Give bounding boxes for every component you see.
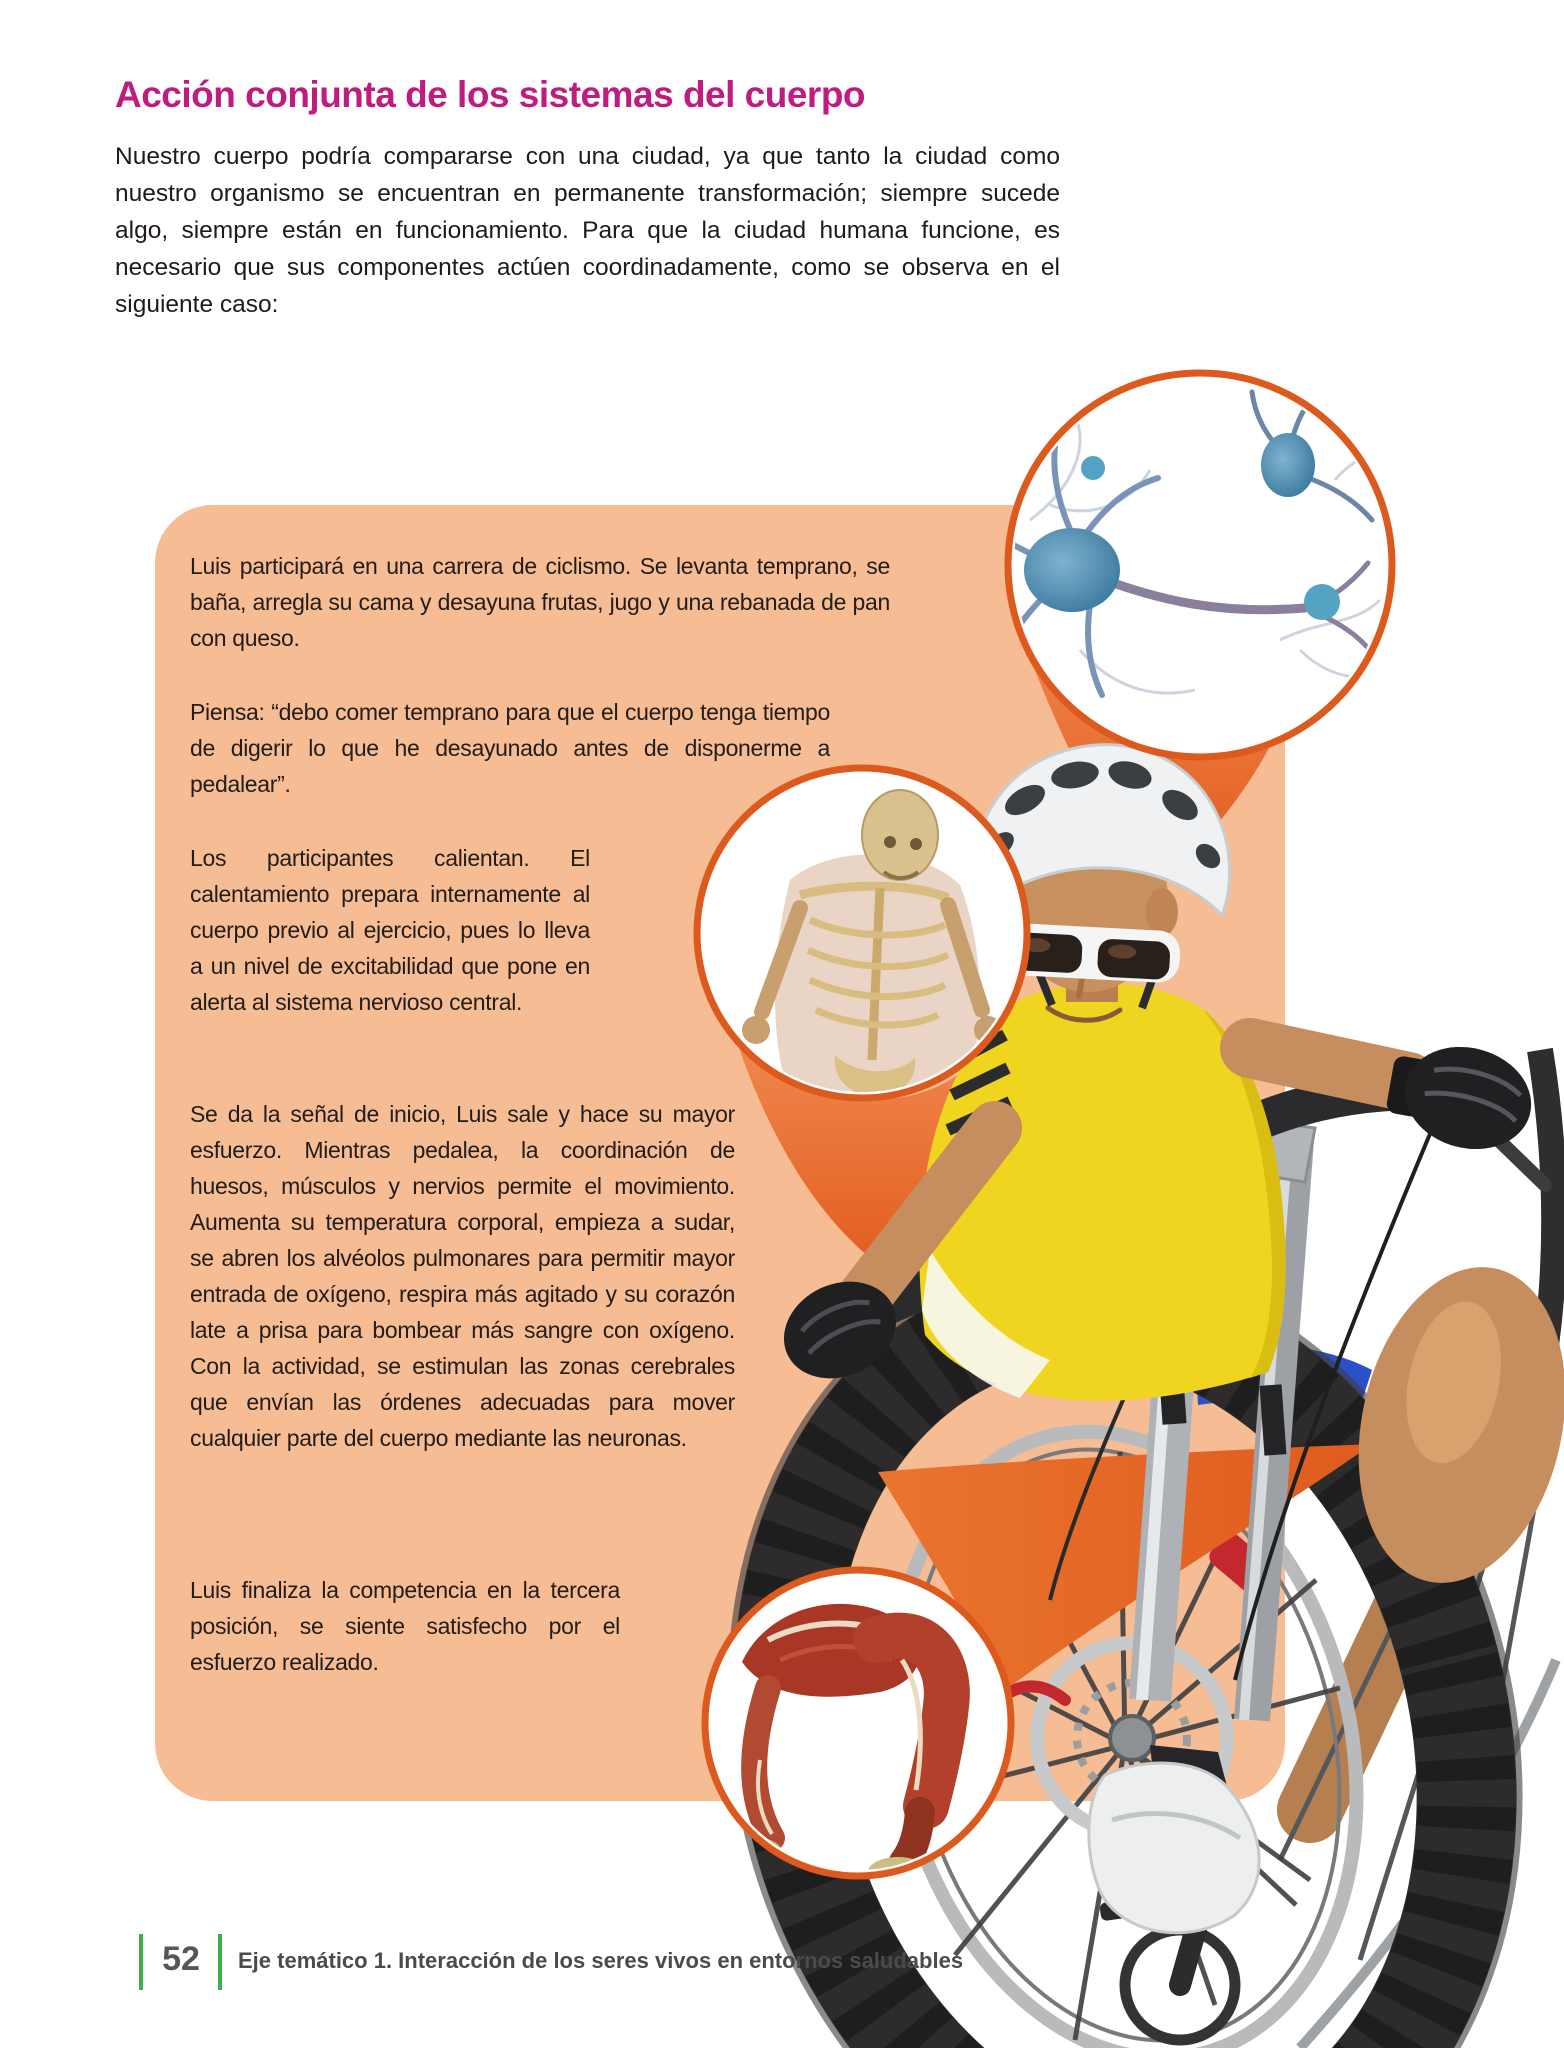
story-paragraph-3: Los participantes calientan. El calentamiento prepara internamente al cuerpo previo al ejercicio, pues lo lleva a un nivel de excitabilidad que pone en alerta al sistema nervioso central. [190,845,590,1015]
story-paragraph-1: Luis participará en una carrera de ciclismo. Se levanta temprano, se baña, arregla su cama y desayuna frutas, jugo y una rebanada de pan con queso. [190,553,890,651]
page-number: 52 [162,1940,200,1978]
story-paragraph-4: Se da la señal de inicio, Luis sale y hace su mayor esfuerzo. Mientras pedalea, la coordinación de huesos, músculos y nervios permite el movimiento. Aumenta su temperatura corporal, empieza a sudar, se abren los alvéolos pulmonares para permitir mayor entrada de oxígeno, respira más agitado y su corazón late a prisa para bombear más sangre con oxígeno. Con la actividad, se estimulan las zonas cerebrales que envían las órdenes adecuadas para mover cualquier parte del cuerpo mediante las neuronas. [190,1101,735,1451]
page-title: Acción conjunta de los sistemas del cuerpo [115,74,866,115]
intro-paragraph: Nuestro cuerpo podría compararse con una ciudad, ya que tanto la ciudad como nuestro organismo se encuentran en permanente transformación; siempre sucede algo, siempre están en funcionamiento. Para que la ciudad humana funcione, es necesario que sus componentes actúen coordinadamente, como se observa en el siguiente caso: [115,143,1060,318]
footer-green-bar-left [139,1934,143,1990]
neurons-figure [965,373,1420,757]
footer-section-title: Eje temático 1. Interacción de los seres vivos en entornos saludables [238,1948,964,1973]
footer-green-bar-right [218,1934,222,1990]
story-paragraph-2: Piensa: “debo comer temprano para que el cuerpo tenga tiempo de digerir lo que he desayunado antes de disponerme a pedalear”. [190,699,830,797]
right-glove [1393,1033,1543,1163]
skeleton-figure [697,768,1027,1098]
story-paragraph-5: Luis finaliza la competencia en la tercera posición, se siente satisfecho por el esfuerzo realizado. [190,1577,620,1675]
page-footer [0,1934,1564,2004]
